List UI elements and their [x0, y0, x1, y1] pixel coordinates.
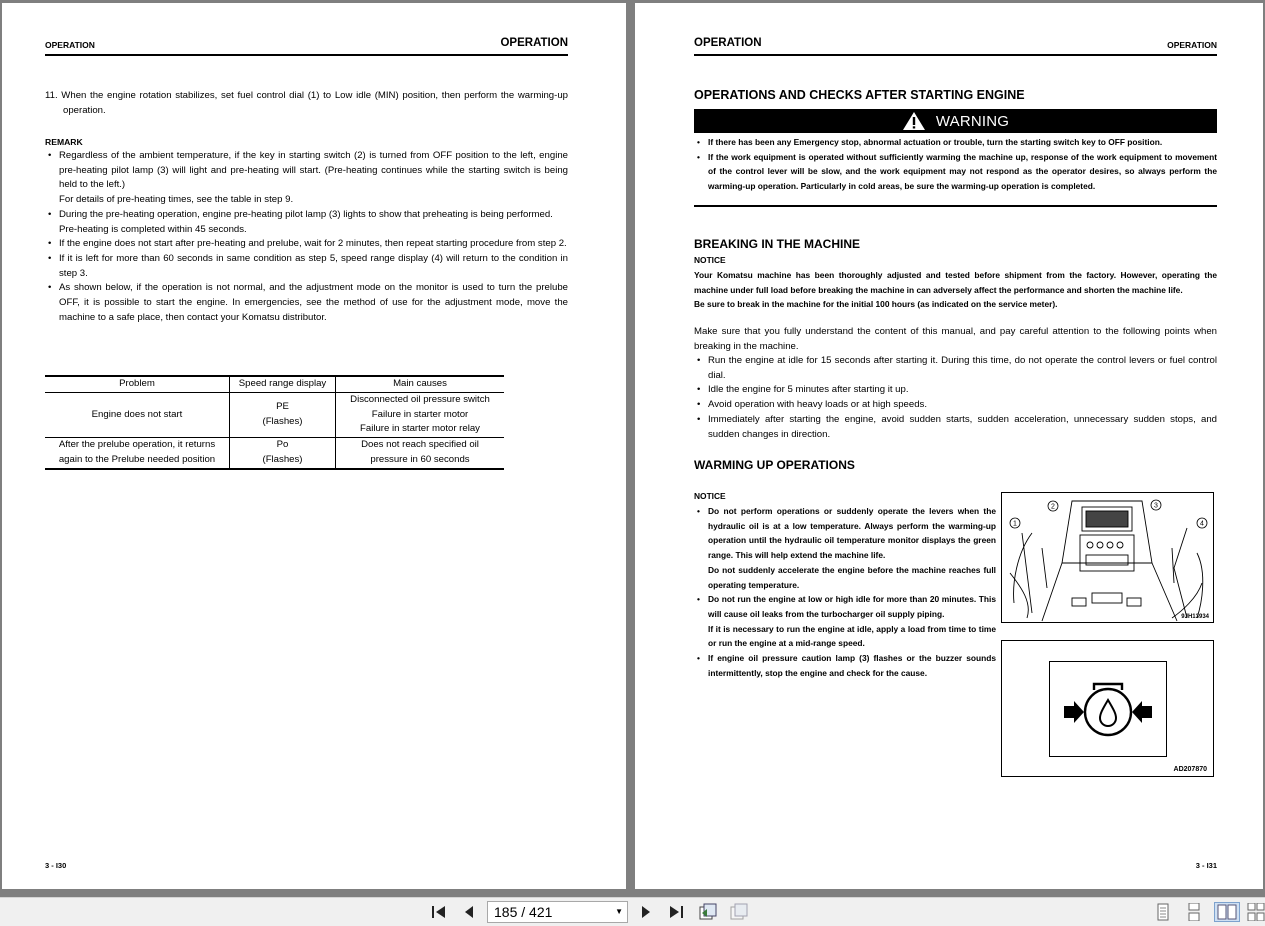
list-item-note: Do not suddenly accelerate the engine before the machine reaches full operating temperature. [708, 564, 996, 590]
page-indicator: 185 / 421 [494, 904, 553, 920]
list-item-text: • Idle the engine for 5 minutes after starting it up. [708, 384, 909, 396]
right-header-big: OPERATION [694, 37, 762, 49]
list-item [694, 651, 996, 680]
section-title: OPERATIONS AND CHECKS AFTER STARTING ENGINE [694, 88, 1025, 102]
two-page-view-icon[interactable] [1214, 902, 1240, 922]
two-page-continuous-view-icon[interactable] [1246, 902, 1265, 922]
prev-page-icon[interactable] [459, 902, 479, 922]
left-page-number: 3 - I30 [45, 861, 67, 870]
warning-bar [694, 109, 1217, 133]
table-header: Speed range display [230, 376, 336, 392]
table-cell: Engine does not start [45, 392, 230, 437]
list-item-text: • If the work equipment is operated without sufficiently warming the machine up, response of the work equipment to movement of the control lever will be slow, and the work equipment may not respond as the operator desires, so always perform the warming-up operation. Particularly in cold areas, be sure the warming-up operation is completed. [708, 151, 1217, 192]
section-title: WARMING UP OPERATIONS [694, 458, 855, 472]
engine-oil-pressure-icon [1050, 662, 1166, 756]
cause-line: pressure in 60 seconds [370, 453, 470, 465]
notice-text-2: Be sure to break in the machine for the initial 100 hours (as indicated on the service meter). [694, 299, 1058, 309]
list-item-text: • If there has been any Emergency stop, abnormal actuation or trouble, turn the starting switch key to OFF position. [708, 137, 1163, 147]
breakin-list [694, 354, 1217, 442]
callout-2: 2 [1051, 503, 1055, 511]
cause-line: Failure in starter motor relay [360, 423, 480, 435]
breakin-intro: Make sure that you fully understand the content of this manual, and pay careful attention to the following points when breaking in the machine. [694, 326, 1217, 352]
remark-label: REMARK [45, 137, 83, 147]
problem-line: again to the Prelube needed position [58, 453, 216, 465]
troubleshooting-table [45, 375, 504, 470]
list-item [694, 398, 1217, 413]
table-cell [336, 438, 505, 469]
warning-end-rule [694, 205, 1217, 207]
display-code: PE [276, 401, 289, 413]
cause-line: Disconnected oil pressure switch [350, 393, 490, 405]
list-item-note: If it is necessary to run the engine at idle, apply a load from time to time or run the engine at a mid-range speed. [708, 623, 996, 649]
list-item-text: • Avoid operation with heavy loads or at high speeds. [708, 399, 928, 411]
list-item [694, 135, 1217, 150]
section-title: BREAKING IN THE MACHINE [694, 237, 861, 251]
list-item [45, 237, 568, 252]
viewer-toolbar [0, 897, 1265, 926]
callout-3: 3 [1154, 502, 1158, 510]
step-11: 11. When the engine rotation stabilizes, set fuel control dial (1) to Low idle (MIN) position, then perform the warming-up operation. [45, 90, 568, 116]
notice-label: NOTICE [694, 255, 726, 265]
notice-text: Your Komatsu machine has been thoroughly adjusted and tested before shipment from the factory. However, operating the machine under full load before breaking the machine in can adversely affect the performance and shorten the machine life. [694, 270, 1217, 295]
table-cell [230, 392, 336, 437]
cab-figure [1001, 492, 1214, 623]
next-page-icon[interactable] [636, 902, 656, 922]
cause-line: Failure in starter motor [371, 408, 469, 420]
remark-list [45, 149, 568, 325]
table-cell [230, 438, 336, 469]
list-item [694, 592, 996, 651]
next-view-icon[interactable] [729, 902, 749, 922]
list-item-text: • Regardless of the ambient temperature, if the key in starting switch (2) is turned from OFF position to the left, engine pre-heating pilot lamp (3) will light and pre-heating will start. (Pre-heating continues while the starting switch is being held to the left.) [59, 150, 568, 191]
oil-pressure-figure [1001, 640, 1214, 777]
single-page-view-icon[interactable] [1153, 902, 1173, 922]
list-item-text: • During the pre-heating operation, engine pre-heating pilot lamp (3) lights to show that preheating is being performed. [59, 208, 553, 220]
left-header-rule [45, 54, 568, 56]
list-item-text: • If the engine does not start after pre-heating and prelube, wait for 2 minutes, then repeat starting procedure from step 2. [59, 238, 567, 250]
left-header-small: OPERATION [45, 40, 95, 50]
warmup-list [694, 504, 996, 680]
list-item [45, 208, 568, 237]
display-note: (Flashes) [262, 453, 303, 465]
warning-label: WARNING [935, 112, 1010, 130]
cause-line: Does not reach specified oil [361, 439, 479, 451]
right-header-rule [694, 54, 1217, 56]
table-cell [45, 438, 230, 469]
list-item-note: Pre-heating is completed within 45 seconds. [59, 223, 247, 235]
prev-view-icon[interactable] [698, 902, 718, 922]
callout-4: 4 [1200, 520, 1204, 528]
list-item [694, 150, 1217, 194]
list-item [694, 383, 1217, 398]
continuous-view-icon[interactable] [1184, 902, 1204, 922]
callout-1: 1 [1013, 520, 1017, 528]
right-header-small: OPERATION [1167, 40, 1217, 50]
table-cell [336, 392, 505, 437]
warning-list [694, 135, 1217, 194]
cab-illustration [1002, 493, 1213, 622]
chevron-down-icon: ▼ [615, 907, 623, 916]
table-header: Problem [45, 376, 230, 392]
list-item [694, 413, 1217, 442]
table-header: Main causes [336, 376, 505, 392]
warning-triangle-icon [902, 111, 926, 131]
list-item [694, 504, 996, 592]
page-indicator-select[interactable] [487, 901, 628, 923]
list-item [45, 149, 568, 208]
right-page [635, 3, 1263, 889]
first-page-icon[interactable] [429, 902, 449, 922]
display-code: Po [276, 439, 289, 451]
list-item-text: • If engine oil pressure caution lamp (3) flashes or the buzzer sounds intermittently, stop the engine and check for the cause. [708, 653, 996, 678]
figure-code: AD207870 [1173, 766, 1207, 773]
list-item-text: • As shown below, if the operation is not normal, and the adjustment mode on the monitor is used to turn the prelube OFF, it is possible to start the engine. In emergencies, see the method of use for the adjustment mode, move the machine to a safe place, then contact your Komatsu distributor. [59, 282, 568, 323]
problem-line: After the prelube operation, it returns [58, 439, 216, 451]
list-item-text: • Immediately after starting the engine, avoid sudden starts, sudden acceleration, unnecessary sudden stops, and sudden changes in direction. [708, 413, 1217, 440]
last-page-icon[interactable] [666, 902, 686, 922]
list-item-note: For details of pre-heating times, see the table in step 9. [59, 194, 294, 206]
list-item-text: • Do not run the engine at low or high idle for more than 20 minutes. This will cause oil leaks from the turbocharger oil supply piping. [708, 594, 996, 619]
symbol-frame [1049, 661, 1167, 757]
list-item-text: • Do not perform operations or suddenly operate the levers when the hydraulic oil is at a low temperature. Always perform the warming-up operation until the hydraulic oil temperature monitor displays the green range. This will help extend the machine life. [708, 506, 996, 561]
right-page-number: 3 - I31 [1195, 861, 1217, 870]
figure-code: 9JH13934 [1181, 614, 1209, 620]
list-item-text: • If it is left for more than 60 seconds in same condition as step 5, speed range display (4) will return to the condition in step 3. [59, 252, 568, 279]
list-item-text: • Run the engine at idle for 15 seconds after starting it. During this time, do not operate the control levers or fuel control dial. [708, 355, 1217, 381]
list-item [45, 252, 568, 281]
left-page [2, 3, 626, 889]
notice-label: NOTICE [694, 491, 726, 501]
left-header-big: OPERATION [500, 37, 568, 49]
list-item [45, 281, 568, 325]
display-note: (Flashes) [262, 415, 303, 427]
list-item [694, 354, 1217, 383]
